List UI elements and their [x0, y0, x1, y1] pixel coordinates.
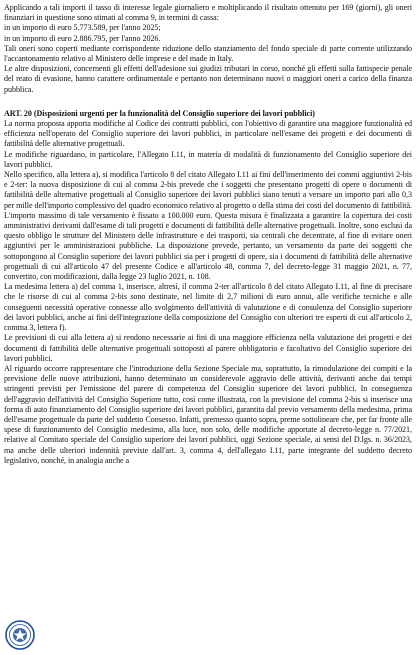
document-page — [4, 3, 412, 654]
paragraph: Le altre disposizioni, concernenti gli effetti dell'adesione sui giudizi tributari in corso, nonché gli effetti sulla fattispecie penale del reato di evasione, hanno carattere ordinamentale e pertanto non determinano nuovi o maggiori oneri a carico della finanza pubblica. — [4, 64, 412, 94]
article-heading: ART. 20 (Disposizioni urgenti per la funzionalità del Consiglio superiore dei lavori pubblici) — [4, 108, 315, 118]
paragraph: Tali oneri sono coperti mediante corrispondente riduzione dello stanziamento del fondo speciale di parte corrente utilizzando l'accantonamento relativo al Ministero delle imprese e del made in Italy. — [4, 43, 412, 64]
article-section — [4, 109, 412, 466]
list-item: in un importo di euro 5.773.589, per l'anno 2025; — [4, 23, 161, 33]
paragraph: Al riguardo occorre rappresentare che l'introduzione della Sezione Speciale ma, soprattutto, la rimodulazione dei compiti e la previsione delle nuove attribuzioni, hanno determinato un considerevole aggravio delle attività, derivanti anche dai tempi stringenti previsti per l'emissione del parere di competenza del Consiglio superiore dei lavori pubblici. In conseguenza dell'aggravio dell'attività del Consiglio Superiore tutto, così come illustrata, con la previsione del comma 2-bis si inserisce una forma di auto finanziamento del Consiglio superiore dei lavori pubblici, garantita dal previo versamento della medesima, prima dell'esame progettuale da parte del suddetto Consesso. Infatti, premesso quanto sopra, preme sottolineare che, per far fronte alle spese di funzionamento del Consiglio medesimo, alla luce, non solo, delle modifiche apportate al decreto-legge n. 77/2021, relative al Comitato speciale del Consiglio superiore dei lavori pubblici, oggi Sezione speciale, ai sensi del D.lgs. n. 36/2023, ma anche delle ulteriori indennità previste dall'art. 3, comma 4, dell'allegato I.11, parte integrante del suddetto decreto legislativo, nonché, in analogia anche a — [4, 363, 412, 465]
top-section — [4, 3, 412, 95]
paragraph: Applicando a tali importi il tasso di interesse legale giornaliero e moltiplicando il risultato ottenuto per 169 (giorni), gli oneri finanziari in questione sono stimati al comma 9, in termini di cassa: — [4, 3, 412, 23]
paragraph: Le previsioni di cui alla lettera a) si rendono necessarie ai fini di una maggiore efficienza nella valutazione dei progetti e dei documenti di fattibilità delle alternative progettuali sottoposti al parere obbligatorio e facoltativo del Consiglio superiore dei lavori pubblici. — [4, 333, 412, 363]
paragraph: La norma proposta apporta modifiche al Codice dei contratti pubblici, con l'obiettivo di garantire una maggiore funzionalità ed efficienza nell'operato del Consiglio superiore dei lavori pubblici, in particolare nell'esame dei progetti e dei documenti di fattibilità delle alternative progettuali. — [4, 119, 412, 149]
spacer — [4, 95, 412, 109]
circular-seal-icon — [5, 620, 35, 650]
paragraph: La medesima lettera a) del comma 1, inserisce, altresì, il comma 2-ter all'articolo 8 del citato Allegato I.11, al fine di precisare che le risorse di cui al comma 2-bis sono destinate, nel limite di 2,7 milioni di euro annui, alle verifiche tecniche e alle conseguenti necessità operative connesse allo svolgimento dell'attività di valutazione e di consulenza del Consiglio superiore dei lavori pubblici, anche ai fini dell'integrazione della composizione del Consiglio con ulteriori tre esperti di cui all'articolo 2, comma 3, lettera f). — [4, 282, 412, 333]
paragraph: Nello specifico, alla lettera a), si modifica l'articolo 8 del citato Allegato I.11 ai fini dell'inserimento dei commi aggiuntivi 2-bis e 2-ter: la nuova disposizione di cui al comma 2-bis prevede che i soggetti che presentano progetti di opere o documenti di fattibilità delle alternative progettuali al Consiglio superiore dei lavori pubblici siano tenuti a versare un importo pari allo 0,3 per mille dell'importo complessivo del quadro economico relativo al progetto o della stima dei costi del documento di fattibilità. L'importo massimo di tale versamento è fissato a 100.000 euro. Questa misura è finalizzata a garantire la copertura dei costi amministrativi derivanti dall'esame di tali progetti e documenti di fattibilità delle alternative progettuali. Inoltre, sono esclusi da questo obbligo le strutture del Ministero delle infrastrutture e dei trasporti, sia centrali che decentrate, al fine di evitare oneri aggiuntivi per le amministrazioni pubbliche. La disposizione prevede, pertanto, un versamento da parte dei soggetti che sottopongono al Consiglio superiore dei lavori pubblici sia per i progetti di opere, sia i documenti di fattibilità delle alternative progettuali di cui all'articolo 47 del presente Codice e all'articolo 48, comma 7, del decreto-legge 31 maggio 2021, n. 77, convertito, con modificazioni, dalla legge 23 luglio 2021, n. 108. — [4, 170, 412, 282]
paragraph: Le modifiche riguardano, in particolare, l'Allegato I.11, in materia di modalità di funzionamento del Consiglio superiore dei lavori pubblici. — [4, 149, 412, 169]
list-item: in un importo di euro 2.886.795, per l'anno 2026. — [4, 33, 161, 43]
